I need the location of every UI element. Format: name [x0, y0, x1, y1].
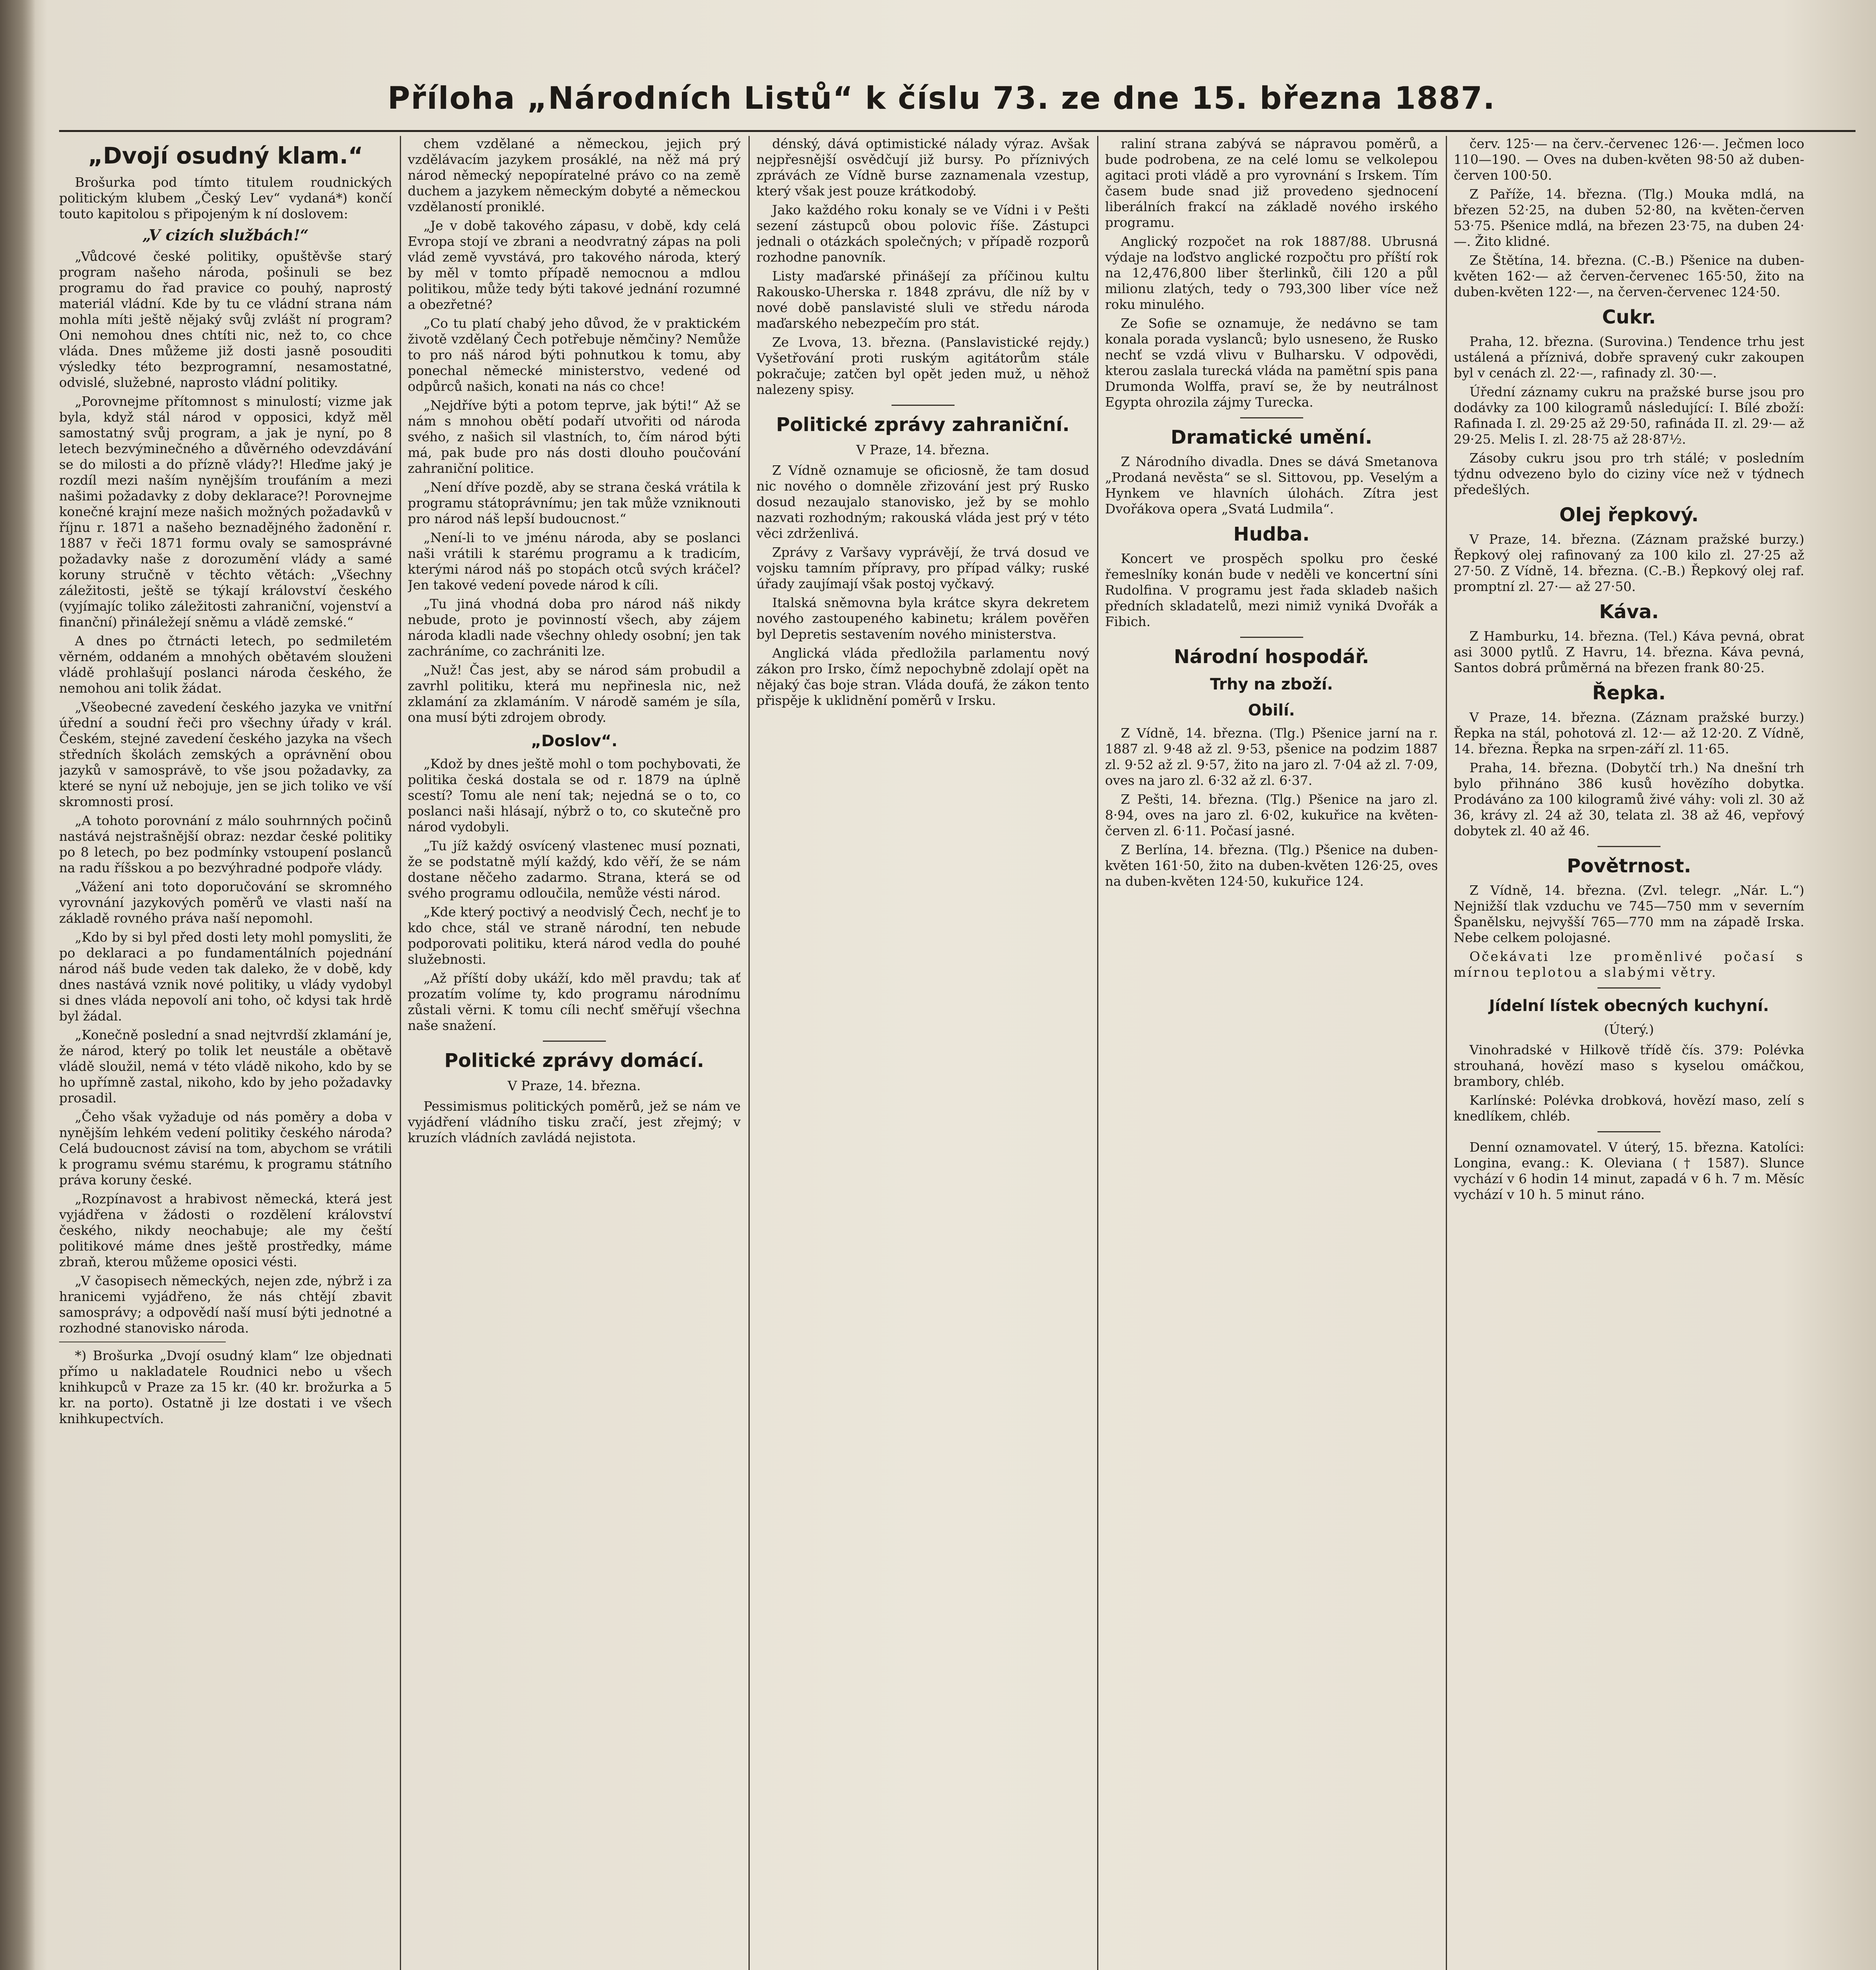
paragraph: „Konečně poslední a snad nejtvrdší zklamání je, že národ, který po tolik let neustále a obětavě vládě sloužil, nemá v této vládě nikoho, kdo by se ho upřímně zastal, nikoho, kdo by jeho požadavky prosadil.	[59, 1027, 392, 1106]
paragraph: chem vzdělané a německou, jejich prý vzdělávacím jazykem prosáklé, na něž má prý národ německý nepopíratelné právo co na země duchem a jazykem německým dobyté a německou vzdělaností proniklé.	[408, 136, 741, 214]
section-heading-politicke-zpravy-zahranicni: Politické zprávy zahraniční.	[776, 414, 1070, 436]
paragraph: Z Vídně, 14. března. (Zvl. telegr. „Nár. L.“) Nejnižší tlak vzduchu ve 745—750 mm v severním Španělsku, nejvyšší 765—770 mm na západě Irska. Nebe celkem polojasné.	[1454, 883, 1804, 945]
paragraph: „Nejdříve býti a potom teprve, jak býti!“ Až se nám s mnohou obětí podaří utvořiti od národa svého, z našich sil vlastních, to, čím národ býti má, pak bude pro nás dosti dlouho poučování zahraniční politice.	[408, 398, 741, 476]
column-3	[756, 136, 1089, 1970]
section-subheading: „V cizích službách!“	[142, 226, 309, 244]
section-heading-repka: Řepka.	[1592, 682, 1666, 704]
paragraph: Jako každého roku konaly se ve Vídni i v Pešti sezení zástupců obou polovic říše. Zástupci jednali o otázkách společných; v případě rozporů rozhodne panovník.	[756, 202, 1089, 265]
section-heading-jidelni-listek: Jídelní lístek obecných kuchyní.	[1489, 997, 1769, 1015]
paragraph: V Praze, 14. března. (Záznam pražské burzy.) Řepkový olej rafinovaný za 100 kilo zl. 27·25 až 27·50. Z Vídně, 14. března. (C.-B.) Řepkový olej raf. promptní zl. 27·— až 27·50.	[1454, 532, 1804, 594]
paragraph: „Kdo by si byl před dosti lety mohl pomysliti, že po deklaraci a po fundamentálních pojednání národ náš bude veden tak daleko, že v době, kdy dnes nastává vznik nové politiky, u vlády vydobyl si dnes vláda nepovolí ani toho, oč kdysi tak hrdě byl žádal.	[59, 929, 392, 1024]
subheading-trhy-na-zbozi: Trhy na zboží.	[1210, 675, 1333, 693]
paragraph: Denní oznamovatel. V úterý, 15. března. Katolíci: Longina, evang.: K. Oleviana († 1587). Slunce vychází v 6 hodin 14 minut, zapadá v 6 h. 7 m. Měsíc vychází v 10 h. 5 minut ráno.	[1454, 1139, 1804, 1202]
separator	[543, 1041, 606, 1042]
paragraph: Z Národního divadla. Dnes se dává Smetanova „Prodaná nevěsta“ se sl. Sittovou, pp. Veselým a Hynkem ve hlavních úlohách. Zítra jest Dvořákova opera „Svatá Ludmila“.	[1105, 454, 1438, 517]
article-heading-dvoji-osudny-klam: „Dvojí osudný klam.“	[88, 142, 363, 169]
paragraph: „Čeho však vyžaduje od nás poměry a doba v nynějším lehkém vedení politiky českého národa? Celá budoucnost závisí na tom, abychom se vrátili k programu svému starému, k programu státního práva koruny české.	[59, 1109, 392, 1188]
paragraph: Anglická vláda předložila parlamentu nový zákon pro Irsko, čímž nepochybně zdolají opět na nějaký čas boje stran. Vláda doufá, že zákon tento přispěje k uklidnění poměrů v Irsku.	[756, 645, 1089, 708]
section-heading-olej-repkovy: Olej řepkový.	[1559, 504, 1699, 526]
paragraph: „Není dříve pozdě, aby se strana česká vrátila k programu státoprávnímu; jen tak může vzniknouti pro národ náš lepší budoucnost.“	[408, 479, 741, 526]
separator	[1240, 417, 1303, 418]
paragraph: „Není-li to ve jménu národa, aby se poslanci naši vrátili k starému programu a k tradicím, kterými národ náš po stopách otců svých kráčel? Jen takové vedení povede národ k cíli.	[408, 530, 741, 593]
column-2	[408, 136, 741, 1970]
paragraph: Zásoby cukru jsou pro trh stálé; v posledním týdnu odvezeno bylo do ciziny více než v týdnech předešlých.	[1454, 450, 1804, 497]
paragraph: „Kdož by dnes ještě mohl o tom pochybovati, že politika česká dostala se od r. 1879 na úplně scestí? Tomu ale není tak; nejedná se o to, co poslanci naši hlásají, nýbrž o to, co skutečně pro národ vydobyli.	[408, 756, 741, 834]
column-rule-1	[400, 136, 401, 1970]
paragraph: „Rozpínavost a hrabivost německá, která jest vyjádřena v žádosti o rozdělení království českého, nikdy neochabuje; ale my čeští politikové máme dnes ještě prostředky, máme zbraň, kterou můžeme oposici vésti.	[59, 1191, 392, 1269]
paragraph: A dnes po čtrnácti letech, po sedmiletém věrném, oddaném a mnohých obětavém slouženi vládě prohlašují poslanci národa českého, že nemohou ani tolik žádat.	[59, 633, 392, 696]
paragraph: „Všeobecné zavedení českého jazyka ve vnitřní úřední a soudní řeči pro všechny úřady v král. Českém, stejné zavedení českého jazyka na všech středních školách zemských a oprávnění obou jazyků v samosprávě, to vše jsou požadavky, za které se nyní už nebojuje, jen se jich toliko ve vší skromnosti prosí.	[59, 699, 392, 809]
paragraph: „Je v době takového zápasu, v době, kdy celá Evropa stojí ve zbrani a neodvratný zápas na poli vlád země vyvstává, pro takového národa, který by měl v tomto případě nemocnou a mdlou politikou, může tedy býti takové jednání rozumné a obezřetné?	[408, 218, 741, 312]
paragraph: Úřední záznamy cukru na pražské burse jsou pro dodávky za 100 kilogramů následující: I. Bílé zboží: Rafinada I. zl. 29·25 až 29·50, rafináda II. zl. 29·— až 29·25. Melis I. zl. 28·75 až 28·87½.	[1454, 384, 1804, 447]
paragraph: „Vážení ani toto doporučování se skromného vyrovnání jazykových poměrů ve vlasti naší na základě rovného práva naší nepomohl.	[59, 879, 392, 926]
subheading-utery: (Úterý.)	[1604, 1022, 1654, 1037]
supplement-title: Příloha „Národních Listů“ k číslu 73. ze dne 15. března 1887.	[387, 81, 1496, 116]
paragraph: Vinohradské v Hilkově třídě čís. 379: Polévka strouhaná, hovězí maso s kyselou omáčkou, brambory, chléb.	[1454, 1042, 1804, 1089]
paragraph: Z Vídně oznamuje se oficiosně, že tam dosud nic nového o domněle zřizování jest prý Rusko dosud nezaujalo stanovisko, jež by se mohlo nazvati rozhodným; rakouská vláda jest prý v této věci zdrženlivá.	[756, 463, 1089, 541]
paragraph: dénský, dává optimistické nálady výraz. Avšak nejpřesnější osvědčují již bursy. Po příznivých zprávách ze Vídně burse zaznamenala vzestup, který však jest pouze krátkodobý.	[756, 136, 1089, 199]
paragraph: „Až příští doby ukáží, kdo měl pravdu; tak ať prozatím volíme ty, kdo programu národnímu zůstali věrni. K tomu cíli nechť směřují všechna naše snažení.	[408, 970, 741, 1033]
dateline: V Praze, 14. března.	[507, 1078, 641, 1093]
section-heading-kava: Káva.	[1599, 601, 1659, 623]
paragraph: Z Hamburku, 14. března. (Tel.) Káva pevná, obrat asi 3000 pytlů. Z Havru, 14. března. Káva pevná, Santos dobrá průměrná na březen frank 80·25.	[1454, 628, 1804, 675]
paragraph: Koncert ve prospěch spolku pro české řemeslníky konán bude v neděli ve koncertní síni Rudolfina. V programu jest řada skladeb našich předních skladatelů, mezi nimiž vyniká Dvořák a Fibich.	[1105, 551, 1438, 629]
paragraph: Z Paříže, 14. března. (Tlg.) Mouka mdlá, na březen 52·25, na duben 52·80, na květen-červen 53·75. Pšenice mdlá, na březen 23·75, na duben 24·—. Žito klidné.	[1454, 186, 1804, 249]
column-rule-3	[1097, 136, 1098, 1970]
paragraph: V Praze, 14. března. (Záznam pražské burzy.) Řepka na stál, pohotová zl. 12·— až 12·20. Z Vídně, 14. března. Řepka na srpen-září zl. 11·65.	[1454, 710, 1804, 756]
paragraph: Praha, 14. března. (Dobytčí trh.) Na dnešní trh bylo přihnáno 386 kusů hovězího dobytka. Prodáváno za 100 kilogramů živé váhy: voli zl. 30 až 36, krávy zl. 24 až 30, telata zl. 38 až 46, vepřový dobytek zl. 40 až 46.	[1454, 760, 1804, 838]
paragraph: červ. 125·— na červ.-červenec 126·—. Ječmen loco 110—190. — Oves na duben-květen 98·50 až duben-červen 100·50.	[1454, 136, 1804, 183]
paragraph: Ze Sofie se oznamuje, že nedávno se tam konala porada vyslanců; bylo usneseno, že Rusko nechť se vzdá vlivu v Bulharsku. V odpovědi, kterou zaslala turecká vláda na pamětní spis pana Drumonda Wolffa, praví se, že by neutrálnost Egypta ohrozila zájmy Turecka.	[1105, 316, 1438, 410]
separator	[1597, 1131, 1661, 1132]
footnote: *) Brošurka „Dvojí osudný klam“ lze objednati přímo u nakladatele Roudnici nebo u všech knihkupců v Praze za 15 kr. (40 kr. brožurka a 5 kr. na porto). Ostatně ji lze dostati i ve všech knihkupectvích.	[59, 1348, 392, 1426]
paragraph: Očekávati lze proměnlivé počasí s mírnou teplotou a slabými větry.	[1454, 949, 1804, 980]
paragraph: Anglický rozpočet na rok 1887/88. Ubrusná výdaje na loďstvo anglické rozpočtu pro příští rok na 12,476,800 liber šterlinků, čili 120 a půl milionu zlatých, tedy o 793,300 liber více než roku minulého.	[1105, 234, 1438, 312]
paragraph: Karlínské: Polévka drobková, hovězí maso, zelí s knedlíkem, chléb.	[1454, 1093, 1804, 1124]
section-heading-cukr: Cukr.	[1602, 306, 1656, 328]
paragraph: „Porovnejme přítomnost s minulostí; vizme jak byla, když stál národ v opposici, když měl samostatný svůj program, a jak je nyní, po 8 letech bezvýminečného a důvěrného odevzdávání se do milosti a do přízně vlády?! Hleďme jaký je rozdíl mezi naším nynějším troufáním a mezi našimi požadavky z doby deklarace?! Porovnejme konečné krajní meze našich možných požadavků v říjnu r. 1871 a našeho beznadějného žadonění r. 1887 v řeči 1871 formu ovaly se samosprávné požadavky naše z dorozumění vlády a samé koruny stručně v těchto větách: „Všechny záležitosti, ještě se týkají království českého (vyjímajíc toliko záležitosti zahraniční, vojenství a finanční) přináležejí sněmu a vládě zemské.“	[59, 394, 392, 630]
paragraph: „Kde který poctivý a neodvislý Čech, nechť je to kdo chce, stál ve straně národní, ten nebude podporovati politiku, která národ vedla do pouhé služebnosti.	[408, 904, 741, 967]
paragraph: Z Pešti, 14. března. (Tlg.) Pšenice na jaro zl. 8·94, oves na jaro zl. 6·02, kukuřice na květen-červen zl. 6·11. Počasí jasné.	[1105, 792, 1438, 838]
section-heading-narodni-hospodar: Národní hospodář.	[1174, 646, 1369, 668]
section-heading-politicke-zpravy-domaci: Politické zprávy domácí.	[444, 1050, 704, 1072]
paragraph: Praha, 12. března. (Surovina.) Tendence trhu jest ustálená a příznivá, dobře spravený cukr zakoupen byl v cenách zl. 22·—, rafinady zl. 30·—.	[1454, 334, 1804, 381]
subheading-obili: Obilí.	[1248, 701, 1295, 719]
paragraph: „Vůdcové české politiky, opuštěvše starý program našeho národa, pošinuli se bez programu do řad pravice co pouhý, naprostý materiál vládní. Kde by tu ce vládní strana nám mohla míti ještě nějaký svůj zvlášt ní program? Oni nemohou dnes chtíti nic, než to, co chce vláda. Dnes můžeme již dosti jasně posouditi výsledky této bezprogramní, nesamostatné, odvislé, služebné, naprosto vládní politiky.	[59, 249, 392, 390]
paragraph: „Tu jíž každý osvícený vlastenec musí poznati, že se podstatně mýlí každý, kdo věří, že se nám dostane něčeho zadarmo. Strana, která se od svého programu odloučila, nemůže vésti národ.	[408, 838, 741, 901]
paragraph: „V časopisech německých, nejen zde, nýbrž i za hranicemi vyjádřeno, že nás chtějí zbavit samosprávy; a odpovědí naší musí býti jednotné a rozhodné stanovisko národa.	[59, 1273, 392, 1336]
column-rule-2	[749, 136, 750, 1970]
page-spine-shadow	[0, 0, 35, 1970]
paragraph: „Co tu platí chabý jeho důvod, že v praktickém životě vzdělaný Čech potřebuje němčiny? Nemůže to pro náš národ býti pohnutkou k tomu, aby ponechal německé ministerstvo, vedené od odpůrců našich, konati na nás co chce!	[408, 316, 741, 394]
paragraph: Ze Lvova, 13. března. (Panslavistické rejdy.) Vyšetřování proti ruským agitátorům stále pokračuje; zatčen byl opět jeden muž, u něhož nalezeny spisy.	[756, 335, 1089, 397]
paragraph: Zprávy z Varšavy vyprávějí, že trvá dosud ve vojsku tamním přípravy, pro případ války; ruské úřady zaujímají však postoj vyčkavý.	[756, 545, 1089, 591]
column-4	[1105, 136, 1438, 1970]
paragraph: Z Vídně, 14. března. (Tlg.) Pšenice jarní na r. 1887 zl. 9·48 až zl. 9·53, pšenice na podzim 1887 zl. 9·52 až zl. 9·57, žito na jaro zl. 7·04 až zl. 7·09, oves na jaro zl. 6·32 až zl. 6·37.	[1105, 725, 1438, 788]
column-5	[1454, 136, 1804, 1970]
column-rule-4	[1446, 136, 1447, 1970]
paragraph: „Nuž! Čas jest, aby se národ sám probudil a zavrhl politiku, která mu nepřinesla nic, než zklamání za zklamáním. V národě samém je síla, ona musí býti zdrojem obrody.	[408, 662, 741, 725]
separator	[1240, 637, 1303, 638]
top-rule	[59, 130, 1856, 132]
separator	[892, 405, 955, 406]
paragraph: raliní strana zabývá se nápravou poměrů, a bude podrobena, ze na celé lomu se velkolepou agitaci proti vládě a pro vyrovnání s Irskem. Tím časem bude snad již provedeno sjednocení liberálních frakcí na základě nového irského programu.	[1105, 136, 1438, 230]
separator	[1597, 987, 1661, 989]
separator	[1597, 846, 1661, 847]
paragraph: Pessimismus politických poměrů, jež se nám ve vyjádření vládního tisku zračí, jest zřejmý; v kruzích vládních zavládá nejistota.	[408, 1098, 741, 1145]
paragraph: Z Berlína, 14. března. (Tlg.) Pšenice na duben-květen 161·50, žito na duben-květen 126·25, oves na duben-květen 124·50, kukuřice 124.	[1105, 842, 1438, 889]
paragraph: Brošurka pod tímto titulem roudnických politickým klubem „Český Lev“ vydaná*) končí touto kapitolou s připojeným k ní doslovem:	[59, 175, 392, 221]
masthead	[43, 69, 1840, 128]
paragraph: „Tu jiná vhodná doba pro národ náš nikdy nebude, proto je povinností všech, aby zájem národa kladli nade všechny ohledy osobní; jen tak zachráníme, co zachrániti lze.	[408, 596, 741, 659]
paragraph: Ze Štětína, 14. března. (C.-B.) Pšenice na duben-květen 162·— až červen-červenec 165·50, žito na duben-květen 122·—, na červen-červenec 124·50.	[1454, 253, 1804, 299]
paragraph: Italská sněmovna byla krátce skyra dekretem nového zastoupeného kabinetu; králem pověřen byl Depretis sestavením nového ministerstva.	[756, 595, 1089, 642]
column-1	[59, 136, 392, 1970]
paragraph: „A tohoto porovnání z málo souhrnných počinů nastává nejstrašnější obraz: nezdar české politiky po 8 letech, po bez podmínky vstoupení poslanců na radu říšskou a po bezvýhradné podpoře vlády.	[59, 813, 392, 875]
section-heading-doslov: „Doslov“.	[531, 732, 618, 750]
section-heading-dramaticke-umeni: Dramatické umění.	[1170, 426, 1373, 448]
dateline: V Praze, 14. března.	[856, 442, 990, 457]
paragraph: Listy maďarské přinášejí za příčinou kultu Rakousko-Uherska r. 1848 zprávu, dle níž by v nové době panslavisté sluli ve středu národa maďarského nebezpečím pro stát.	[756, 268, 1089, 331]
section-heading-hudba: Hudba.	[1233, 523, 1310, 545]
section-heading-povetrnost: Povětrnost.	[1567, 855, 1691, 877]
